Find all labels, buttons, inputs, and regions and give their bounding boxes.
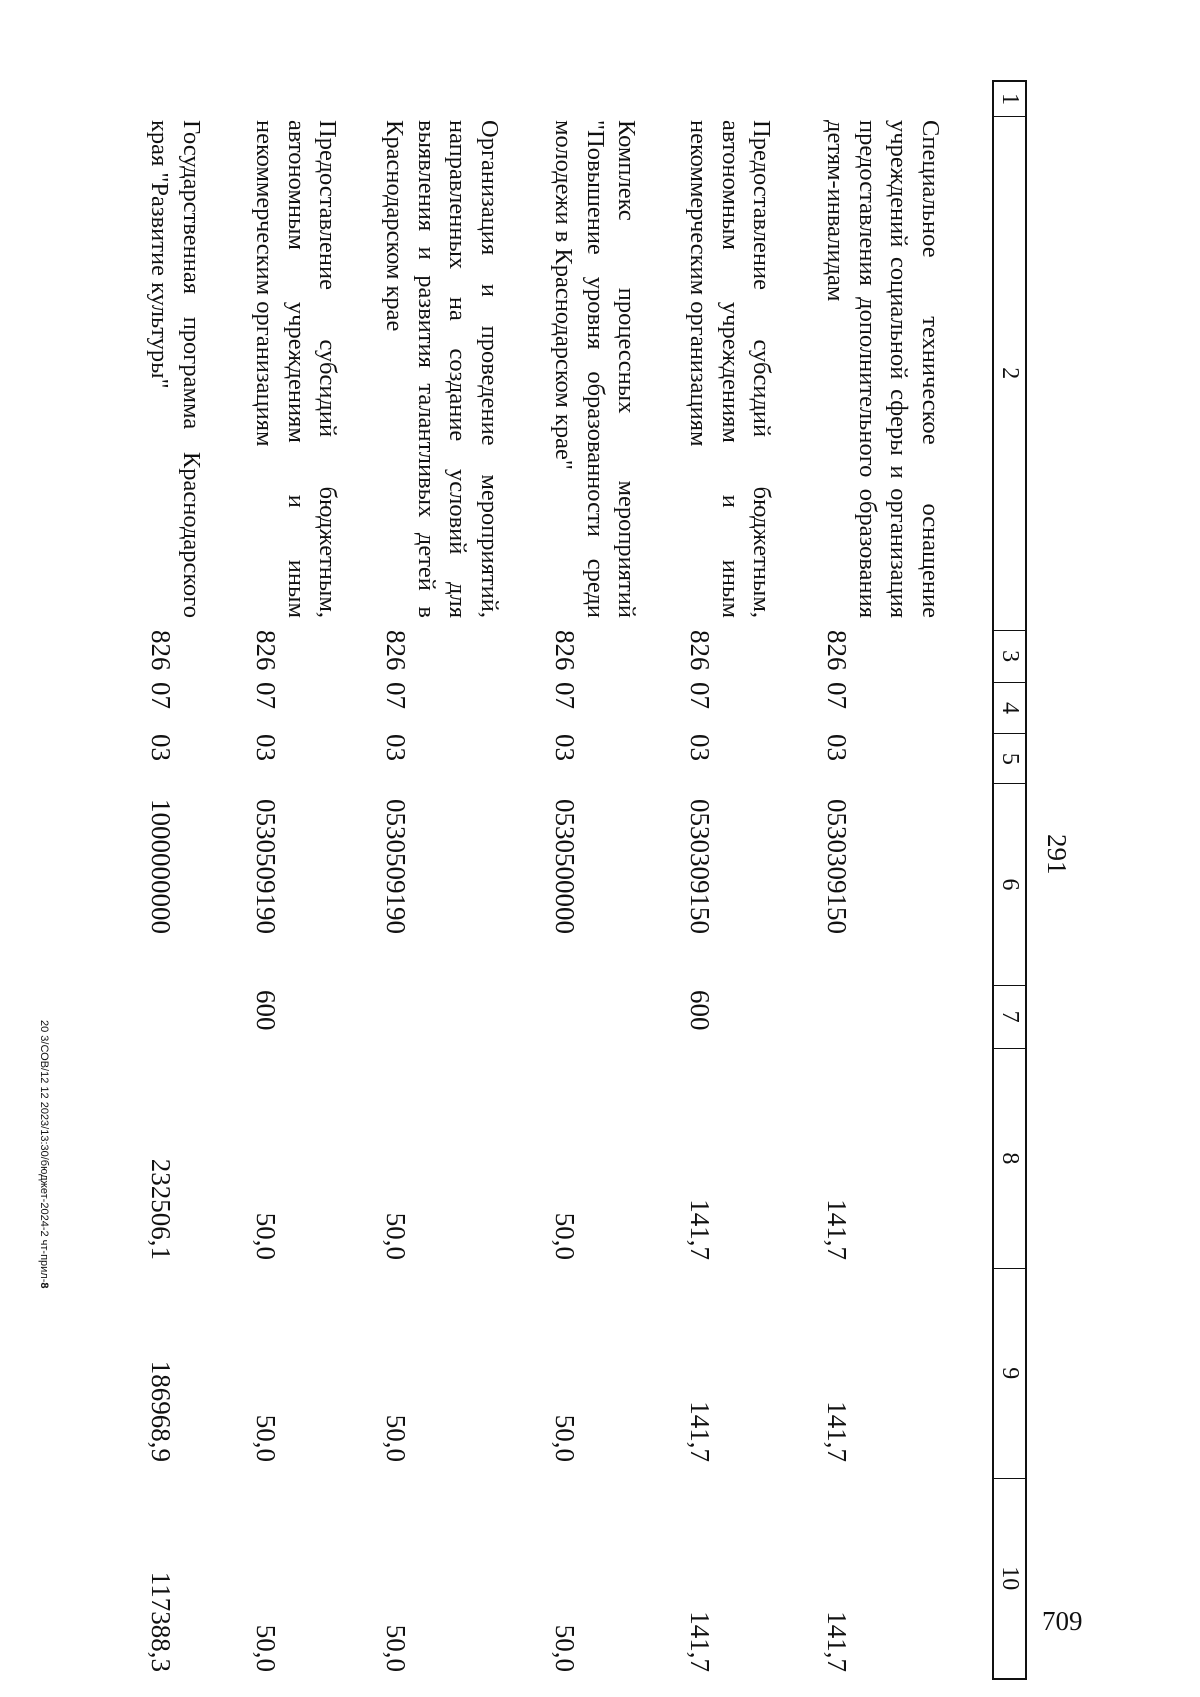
column-header: 1: [994, 82, 1025, 117]
table-row: [249, 80, 379, 1680]
section-code: 07: [685, 682, 715, 709]
expense-type-code: [548, 986, 549, 1049]
amount-col10: 50,0: [550, 1624, 580, 1672]
target-item-code: 0530500000: [550, 799, 580, 934]
expense-type-code: [820, 986, 821, 1049]
amount-col8: 50,0: [251, 1212, 281, 1260]
column-header: 5: [994, 734, 1025, 784]
ministry-code: 826: [822, 630, 852, 671]
amount-col10: 141,7: [685, 1611, 715, 1672]
subsection-code: 03: [146, 734, 176, 761]
amount-col10: 141,7: [822, 1611, 852, 1672]
amount-col8: 141,7: [685, 1199, 715, 1260]
table-row: [548, 80, 683, 1680]
subsection-code: 03: [685, 734, 715, 761]
section-code: 07: [550, 682, 580, 709]
row-description: Государственная программа Краснодарского края "Развитие культуры": [146, 120, 205, 618]
ministry-code: 826: [146, 630, 176, 671]
amount-col9: 50,0: [381, 1414, 411, 1462]
table-header-row: [992, 80, 1027, 1680]
expense-type-code: 600: [685, 990, 715, 1031]
ministry-code: 826: [251, 630, 281, 671]
row-description: Комплекс процессных мероприятий "Повышение уровня образованности среди молодежи в Краснодарском крае": [550, 120, 641, 618]
row-description: Предоставление субсидий бюджетным, автономным учреждениям и иным некоммерческим организациям: [685, 120, 776, 618]
target-item-code: 1000000000: [146, 799, 176, 934]
amount-col9: 50,0: [550, 1414, 580, 1462]
amount-col8: 50,0: [550, 1212, 580, 1260]
expense-type-code: [144, 986, 145, 1049]
amount-col9: 186968,9: [146, 1360, 176, 1462]
subsection-code: 03: [822, 734, 852, 761]
amount-col8: 232506,1: [146, 1158, 176, 1260]
section-code: 07: [822, 682, 852, 709]
target-item-code: 0530509190: [251, 799, 281, 934]
document-footer-code: [38, 1020, 50, 1289]
section-code: 07: [251, 682, 281, 709]
page-number: 291: [1042, 834, 1072, 875]
ministry-code: 826: [685, 630, 715, 671]
target-item-code: 0530509190: [381, 799, 411, 934]
footer-code-suffix: 8: [38, 1282, 50, 1289]
column-header: 9: [994, 1269, 1025, 1478]
subsection-code: 03: [251, 734, 281, 761]
subsection-code: 03: [550, 734, 580, 761]
amount-col8: 141,7: [822, 1199, 852, 1260]
amount-col9: 141,7: [822, 1401, 852, 1462]
footer-code-text: 20 3/СОВ/12 12 2023/13:30/бюджет-2024-2 чт-прил-: [38, 1020, 50, 1283]
amount-col8: 50,0: [381, 1212, 411, 1260]
target-item-code: 0530309150: [822, 799, 852, 934]
row-description: Организация и проведение мероприятий, направленных на создание условий для выявления и развития талантливых детей в Краснодарском крае: [381, 120, 503, 618]
amount-col9: 141,7: [685, 1401, 715, 1462]
amount-col9: 50,0: [251, 1414, 281, 1462]
table-row: [820, 80, 992, 1680]
row-description: Специальное техническое оснащение учреждений социальной сферы и организация предоставления дополнительного образования детям-инвалидам: [822, 120, 944, 618]
section-code: 07: [381, 682, 411, 709]
target-item-code: 0530309150: [685, 799, 715, 934]
expense-type-code: [379, 986, 380, 1049]
column-header: 6: [994, 784, 1025, 986]
subsection-code: 03: [381, 734, 411, 761]
sheet-number: 709: [1042, 1606, 1083, 1636]
column-header: 10: [997, 1566, 1023, 1591]
ministry-code: 826: [550, 630, 580, 671]
column-header: 7: [994, 986, 1025, 1049]
table-row: [379, 80, 548, 1680]
column-header: 2: [994, 117, 1025, 631]
amount-col10: 117388,3: [146, 1571, 176, 1672]
table-row: [683, 80, 820, 1680]
amount-col10: 50,0: [251, 1624, 281, 1672]
column-header: 8: [994, 1049, 1025, 1269]
table-row: [144, 80, 249, 1680]
column-header: 3: [994, 631, 1025, 683]
expense-type-code: 600: [251, 990, 281, 1031]
column-header: 4: [994, 683, 1025, 735]
amount-col10: 50,0: [381, 1624, 411, 1672]
ministry-code: 826: [381, 630, 411, 671]
budget-table: [144, 80, 1027, 1680]
section-code: 07: [146, 682, 176, 709]
row-description: Предоставление субсидий бюджетным, автономным учреждениям и иным некоммерческим организациям: [251, 120, 342, 618]
